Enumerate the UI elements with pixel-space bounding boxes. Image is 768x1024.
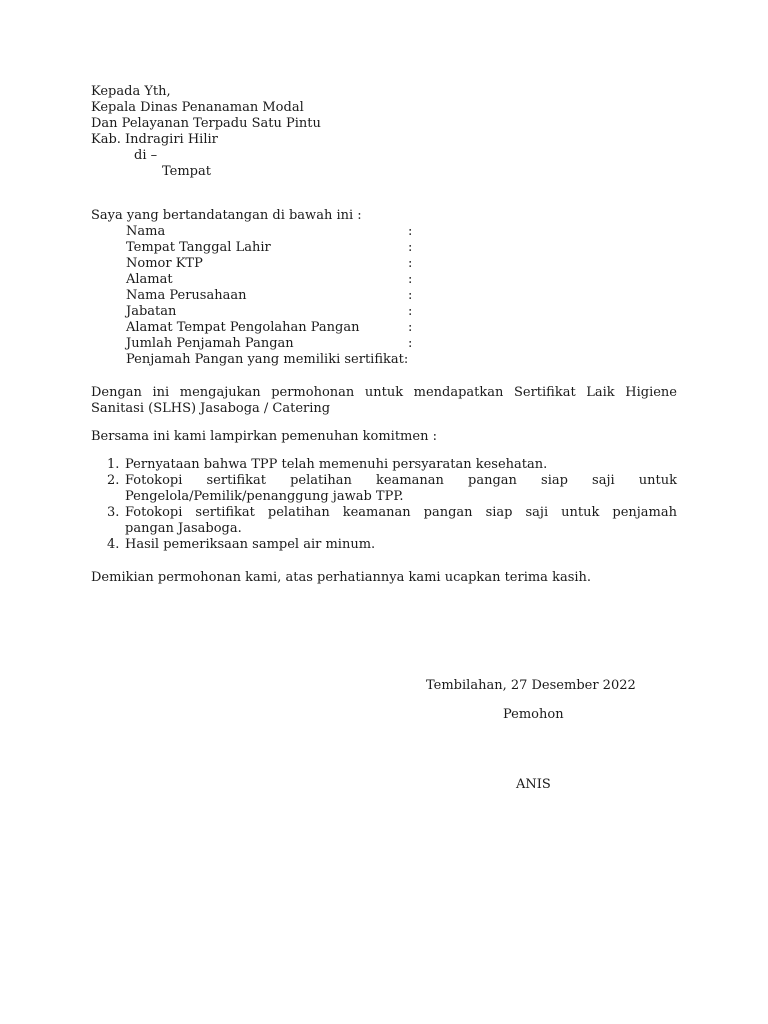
list-item: [107, 457, 677, 473]
list-item-number: 4.: [107, 537, 120, 552]
field-label: Tempat Tanggal Lahir: [126, 240, 271, 255]
recipient-line-2: Kepala Dinas Penanaman Modal: [91, 100, 304, 115]
list-item-number: 1.: [107, 457, 120, 472]
list-item-text: Fotokopi sertifikat pelatihan keamanan pangan siap saji untuk: [125, 473, 677, 488]
request-line-2: Sanitasi (SLHS) Jasaboga / Catering: [91, 401, 331, 416]
field-label: Jabatan: [126, 304, 177, 319]
list-item: [107, 537, 677, 553]
attachments-list: [107, 457, 677, 553]
list-item-number: 2.: [107, 473, 120, 488]
request-line-1: Dengan ini mengajukan permohonan untuk mendapatkan Sertifikat Laik Higiene: [91, 385, 677, 400]
field-label: Jumlah Penjamah Pangan: [126, 336, 294, 351]
list-item-text-cont: pangan Jasaboga.: [125, 521, 242, 536]
field-colon: :: [408, 304, 413, 319]
attachments-intro: Bersama ini kami lampirkan pemenuhan komitmen :: [91, 429, 437, 444]
field-colon: :: [408, 224, 413, 239]
signature-role: Pemohon: [503, 707, 564, 722]
field-colon: :: [408, 272, 413, 287]
field-label: Penjamah Pangan yang memiliki sertifikat:: [126, 352, 409, 367]
recipient-line-6: Tempat: [162, 164, 211, 179]
signature-name: ANIS: [516, 777, 551, 792]
list-item-text-cont: Pengelola/Pemilik/penanggung jawab TPP.: [125, 489, 404, 504]
recipient-line-1: Kepada Yth,: [91, 84, 171, 99]
signature-place-date: Tembilahan, 27 Desember 2022: [426, 678, 636, 693]
field-label: Alamat: [126, 272, 173, 287]
list-item: [107, 505, 677, 537]
list-item-text: Hasil pemeriksaan sampel air minum.: [125, 537, 376, 552]
field-colon: :: [408, 320, 413, 335]
recipient-line-4: Kab. Indragiri Hilir: [91, 132, 218, 147]
field-colon: :: [408, 240, 413, 255]
field-label: Nomor KTP: [126, 256, 203, 271]
field-label: Nama Perusahaan: [126, 288, 247, 303]
closing-text: Demikian permohonan kami, atas perhatiannya kami ucapkan terima kasih.: [91, 570, 592, 585]
list-item-text: Fotokopi sertifikat pelatihan keamanan pangan siap saji untuk penjamah: [125, 505, 677, 520]
field-colon: :: [408, 336, 413, 351]
list-item-number: 3.: [107, 505, 120, 520]
field-label: Nama: [126, 224, 166, 239]
intro-text: Saya yang bertandatangan di bawah ini :: [91, 208, 362, 223]
field-colon: :: [408, 288, 413, 303]
recipient-line-5: di –: [134, 148, 158, 163]
list-item-text: Pernyataan bahwa TPP telah memenuhi persyaratan kesehatan.: [125, 457, 548, 472]
list-item: [107, 473, 677, 505]
field-colon: :: [408, 256, 413, 271]
field-label: Alamat Tempat Pengolahan Pangan: [126, 320, 360, 335]
recipient-line-3: Dan Pelayanan Terpadu Satu Pintu: [91, 116, 321, 131]
